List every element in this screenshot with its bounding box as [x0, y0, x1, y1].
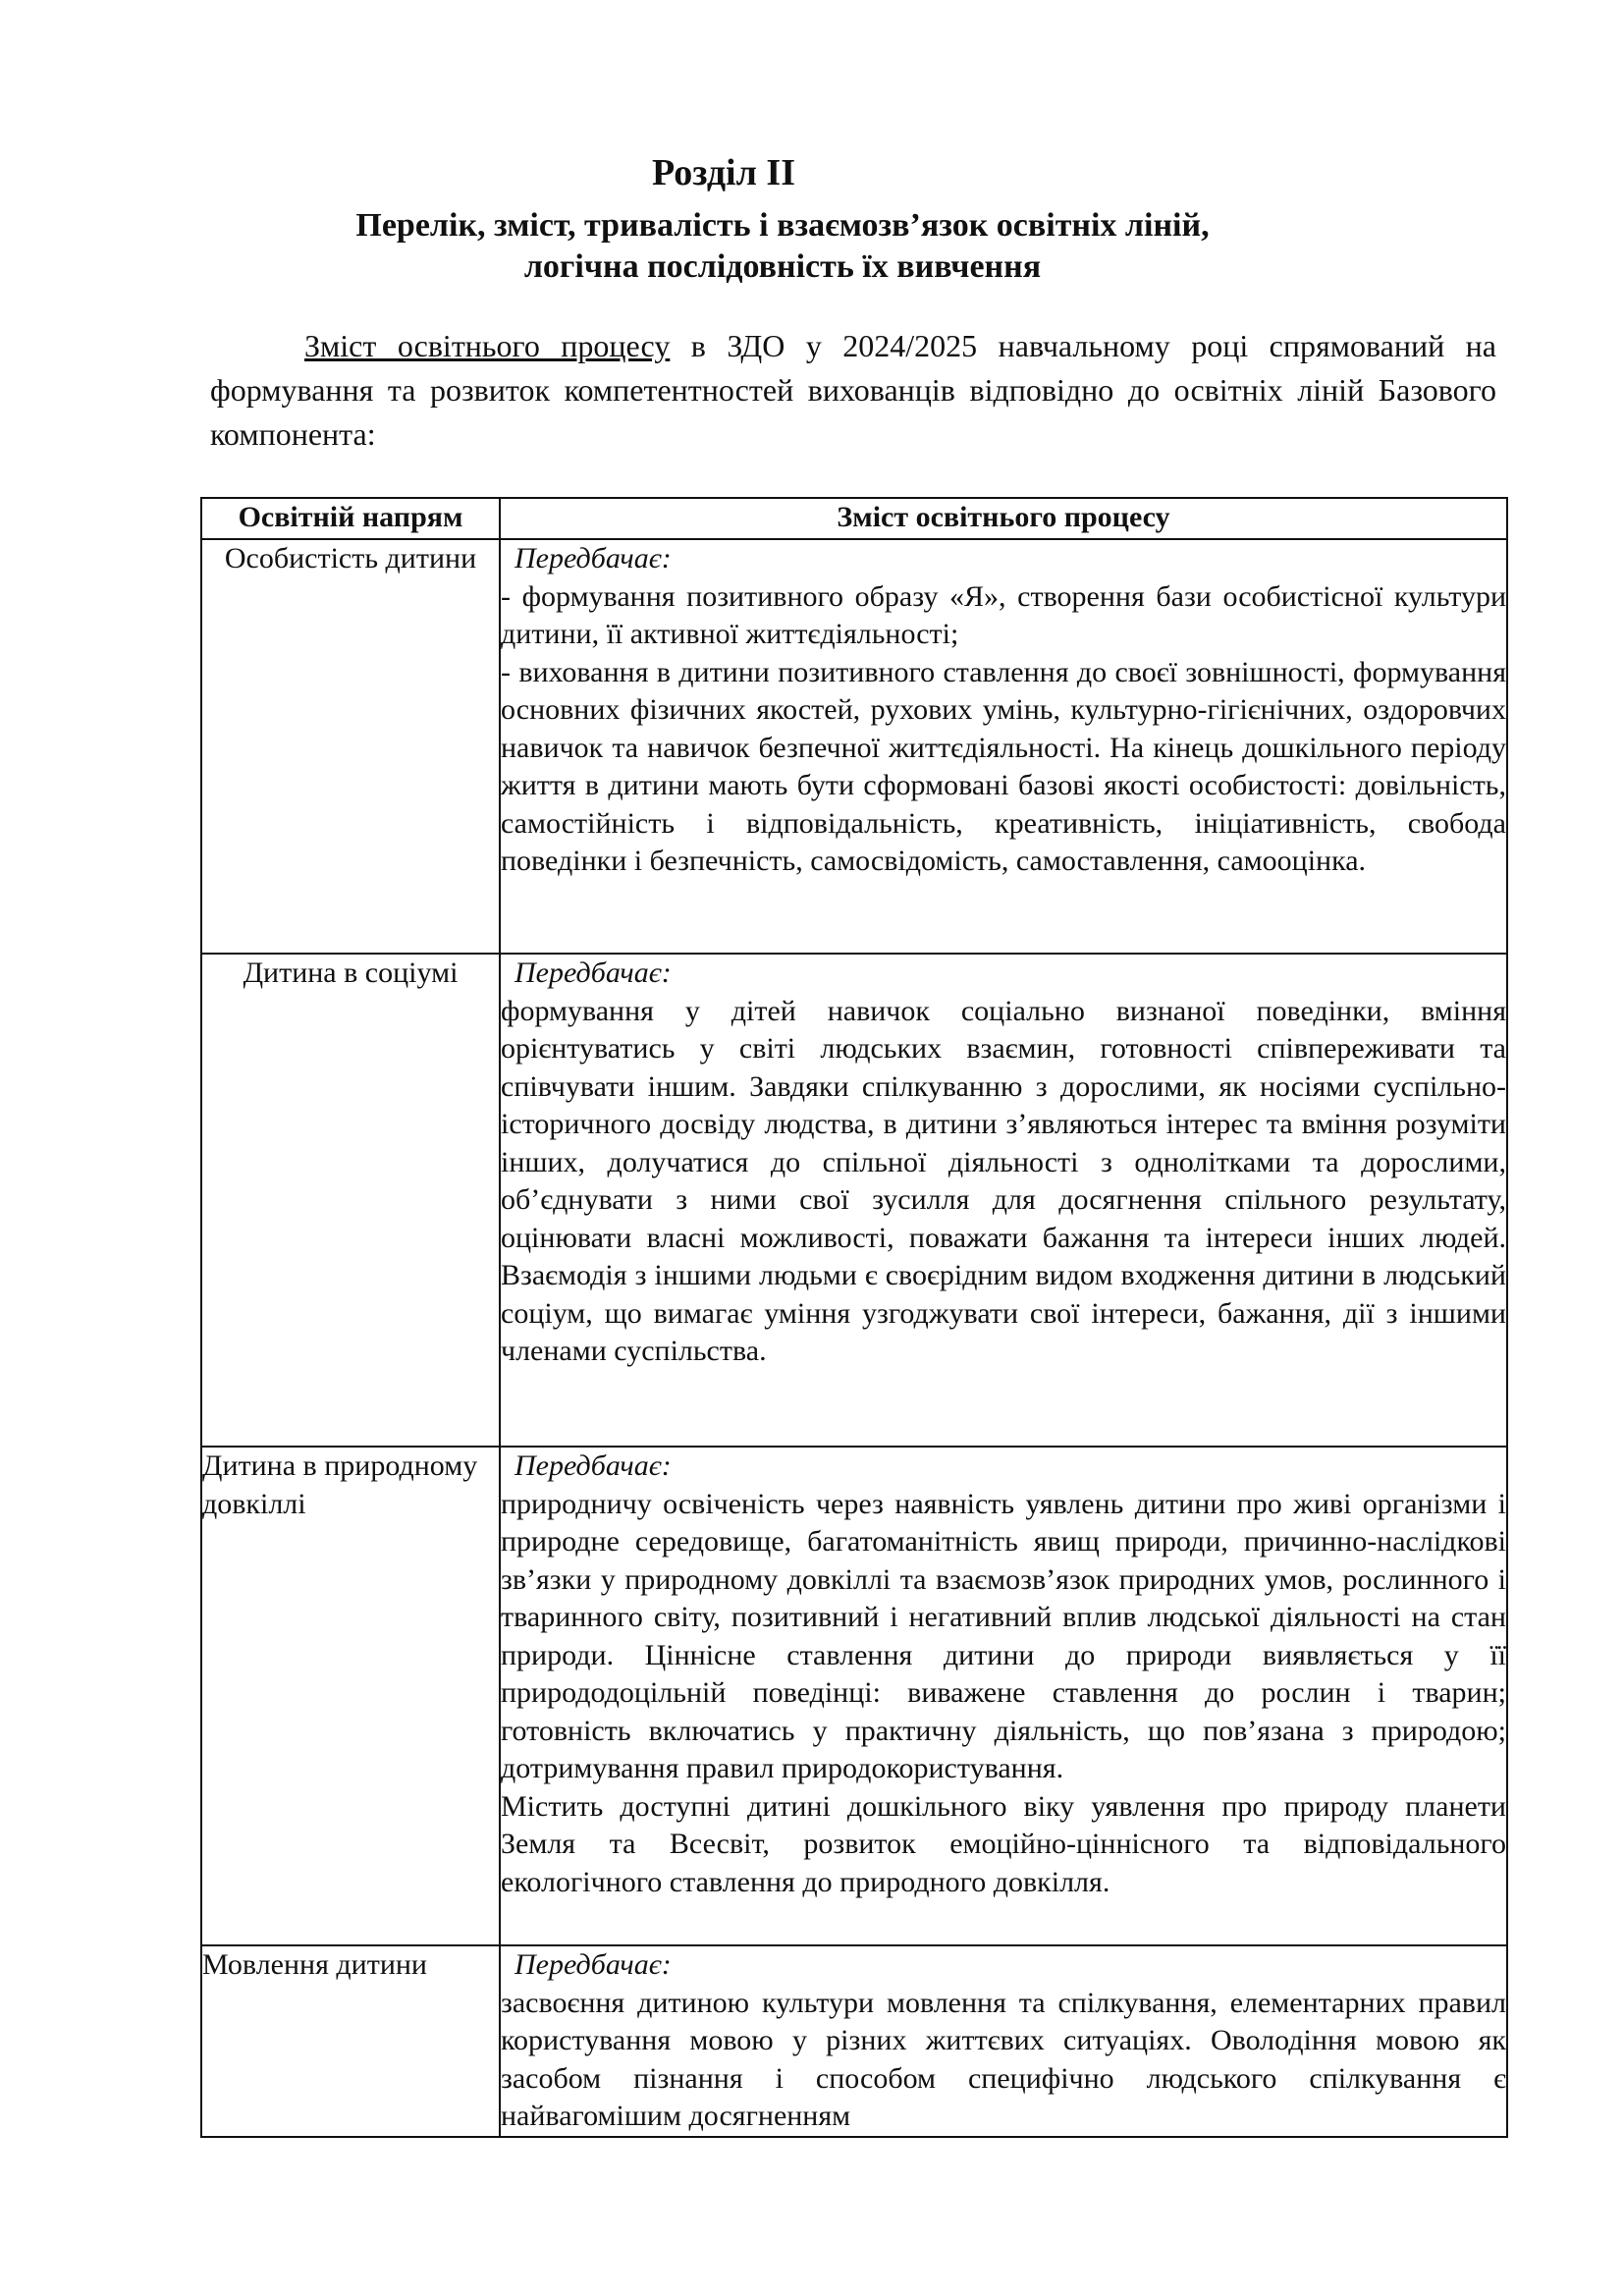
content-cell	[500, 1945, 1507, 2137]
content-paragraph: природничу освіченість через наявність уявлень дитини про живі організми і природне середовище, багатоманітність явищ природи, причинно-наслідкові зв’язки у природному довкіллі та взаємозв’язок природних умов, рослинного і тваринного світу, позитивний і негативний вплив людської діяльності на стан природи. Ціннісне ставлення дитини до природи виявляється у її природодоцільній поведінці: виважене ставлення до рослин і тварин; готовність включатись у практичну діяльність, що пов’язана з природою; дотримування правил природокористування.	[501, 1487, 1506, 1784]
intro-underlined: Зміст освітнього процесу	[304, 328, 671, 363]
direction-cell	[201, 954, 500, 1447]
header-content: Зміст освітнього процесу	[500, 498, 1507, 539]
direction-label: Мовлення дитини	[202, 1948, 427, 1981]
content-paragraph: засвоєння дитиною культури мовлення та спілкування, елементарних правил користування мовою у різних життєвих ситуаціях. Оволодіння мовою як засобом пізнання і способом специфічно людського спілкування є найвагомішим досягненням	[501, 1986, 1506, 2132]
lead-text: Передбачає:	[514, 957, 672, 989]
lead-text: Передбачає:	[514, 542, 672, 574]
table-row	[201, 1945, 1507, 2137]
lead-text: Передбачає:	[514, 1948, 672, 1981]
header-direction: Освітній напрям	[201, 498, 500, 539]
direction-cell	[201, 1447, 500, 1945]
intro-paragraph	[210, 324, 1496, 457]
content-paragraph: - виховання в дитини позитивного ставлення до своєї зовнішності, формування основних фізичних якостей, рухових умінь, культурно-гігієнічних, оздоровчих навичок та навичок безпечної життєдіяльності. На кінець дошкільного періоду життя в дитини мають бути сформовані базові якості особистості: довільність, самостійність і відповідальність, креативність, ініціативність, свобода поведінки і безпечність, самосвідомість, самоставлення, самооцінка.	[501, 655, 1506, 877]
content-paragraph: формування у дітей навичок соціально визнаної поведінки, вміння орієнтуватись у світі людських взаємин, готовності співпереживати та співчувати іншим. Завдяки спілкуванню з дорослими, як носіями суспільно-історичного досвіду людства, в дитини з’являються інтерес та вміння розуміти інших, долучатися до спільної діяльності з однолітками та дорослими, об’єднувати з ними свої зусилля для досягнення спільного результату, оцінювати власні можливості, поважати бажання та інтереси інших людей. Взаємодія з іншими людьми є своєрідним видом входження дитини в людський соціум, що вимагає уміння узгоджувати свої інтереси, бажання, дії з іншими членами суспільства.	[501, 994, 1506, 1367]
content-cell	[500, 539, 1507, 954]
table-row	[201, 539, 1507, 954]
table-row	[201, 1447, 1507, 1945]
section-title: Розділ ІІ	[651, 152, 796, 193]
direction-cell	[201, 1945, 500, 2137]
direction-label: Дитина в природному довкіллі	[202, 1449, 478, 1520]
section-subtitle-line1: Перелік, зміст, тривалість і взаємозв’язок освітніх ліній,	[355, 207, 1210, 244]
direction-label: Дитина в соціумі	[243, 957, 459, 989]
direction-label: Особистість дитини	[224, 542, 477, 574]
content-cell	[500, 1447, 1507, 1945]
lead-text: Передбачає:	[514, 1449, 672, 1482]
content-paragraph: Містить доступні дитині дошкільного віку уявлення про природу планети Земля та Всесвіт, розвиток емоційно-ціннісного та відповідального екологічного ставлення до природного довкілля.	[501, 1789, 1506, 1898]
table-header-row	[201, 498, 1507, 539]
content-paragraph: - формування позитивного образу «Я», створення бази особистісної культури дитини, її активної життєдіяльності;	[501, 579, 1506, 650]
section-subtitle-line2: логічна послідовність їх вивчення	[523, 248, 1042, 285]
educational-lines-table	[200, 497, 1508, 2138]
table-row	[201, 954, 1507, 1447]
intro-text: в ЗДО у 2024/2025 навчальному році спрямований на формування та розвиток компетентностей вихованців відповідно до освітніх ліній Базового компонента:	[210, 328, 1496, 452]
content-cell	[500, 954, 1507, 1447]
direction-cell	[201, 539, 500, 954]
